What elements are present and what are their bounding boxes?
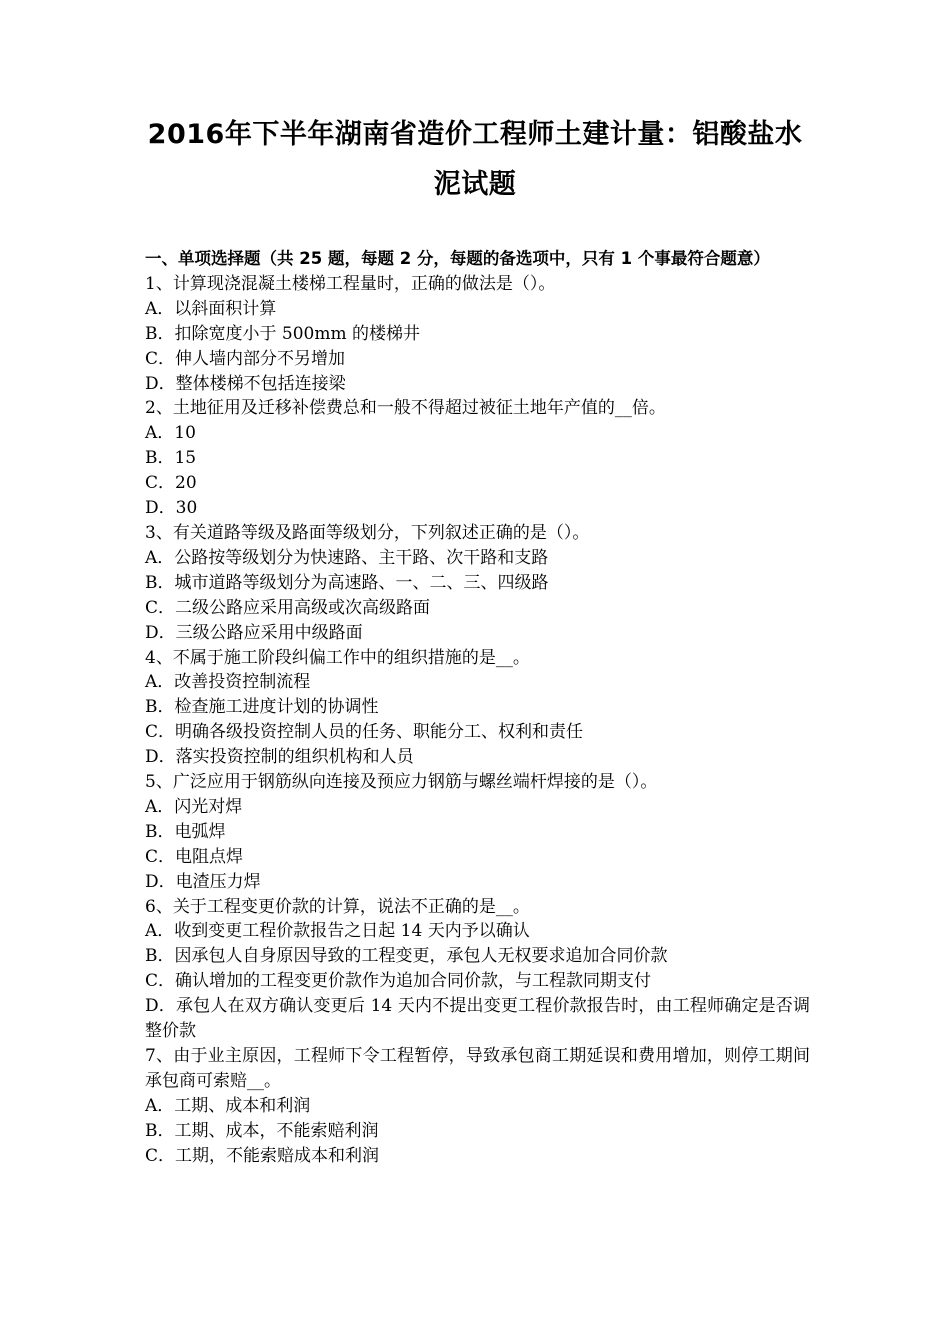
question-4-option-b: B．检查施工进度计划的协调性 (145, 697, 379, 718)
question-1-option-b: B．扣除宽度小于 500mm 的楼梯井 (145, 323, 420, 344)
question-3-option-d: D．三级公路应采用中级路面 (145, 622, 363, 643)
question-7-option-b: B．工期、成本，不能索赔利润 (145, 1120, 379, 1141)
question-2: 2、土地征用及迁移补偿费总和一般不得超过被征土地年产值的__倍。 (145, 398, 666, 419)
question-6-option-a: A．收到变更工程价款报告之日起 14 天内予以确认 (145, 921, 530, 942)
question-5-option-b: B．电弧焊 (145, 821, 226, 842)
question-2-option-d: D．30 (145, 498, 198, 519)
question-4-option-d: D．落实投资控制的组织机构和人员 (145, 747, 414, 768)
document-title: 2016年下半年湖南省造价工程师土建计量：铝酸盐水泥试题 (147, 119, 803, 200)
question-6-option-c: C．确认增加的工程变更价款作为追加合同价款，与工程款同期支付 (145, 971, 652, 992)
question-7: 7、由于业主原因，工程师下令工程暂停，导致承包商工期延误和费用增加，则停工期间承包商可索赔__。 (145, 1046, 810, 1091)
question-1: 1、计算现浇混凝土楼梯工程量时，正确的做法是（）。 (145, 273, 556, 294)
question-2-option-a: A．10 (145, 423, 196, 444)
question-5-option-c: C．电阻点焊 (145, 846, 244, 867)
question-7-option-a: A．工期、成本和利润 (145, 1095, 311, 1116)
question-3-option-a: A．公路按等级划分为快速路、主干路、次干路和支路 (145, 547, 549, 568)
question-5-option-d: D．电渣压力焊 (145, 871, 261, 892)
question-3-option-b: B．城市道路等级划分为高速路、一、二、三、四级路 (145, 572, 549, 593)
question-4: 4、不属于施工阶段纠偏工作中的组织措施的是__。 (145, 647, 530, 668)
question-7-option-c: C．工期，不能索赔成本和利润 (145, 1145, 380, 1166)
question-3-option-c: C．二级公路应采用高级或次高级路面 (145, 597, 431, 618)
question-1-option-a: A．以斜面积计算 (145, 298, 277, 319)
question-6-option-b: B．因承包人自身原因导致的工程变更，承包人无权要求追加合同价款 (145, 946, 668, 967)
question-1-option-c: C．伸人墙内部分不另增加 (145, 348, 346, 369)
question-2-option-c: C．20 (145, 473, 197, 494)
question-5-option-a: A．闪光对焊 (145, 796, 243, 817)
section-heading: 一、单项选择题（共 25 题，每题 2 分，每题的备选项中，只有 1 个事最符合题意） (145, 249, 770, 268)
question-4-option-a: A．改善投资控制流程 (145, 672, 311, 693)
question-2-option-b: B．15 (145, 448, 197, 469)
question-6: 6、关于工程变更价款的计算，说法不正确的是__。 (145, 896, 530, 917)
question-6-option-d: D．承包人在双方确认变更后 14 天内不提出变更工程价款报告时，由工程师确定是否调整价款 (145, 996, 810, 1042)
question-3: 3、有关道路等级及路面等级划分，下列叙述正确的是（）。 (145, 522, 590, 543)
question-4-option-c: C．明确各级投资控制人员的任务、职能分工、权利和责任 (145, 722, 584, 743)
question-5: 5、广泛应用于钢筋纵向连接及预应力钢筋与螺丝端杆焊接的是（）。 (145, 772, 658, 793)
question-1-option-d: D．整体楼梯不包括连接梁 (145, 373, 346, 394)
document-body (145, 247, 810, 1169)
